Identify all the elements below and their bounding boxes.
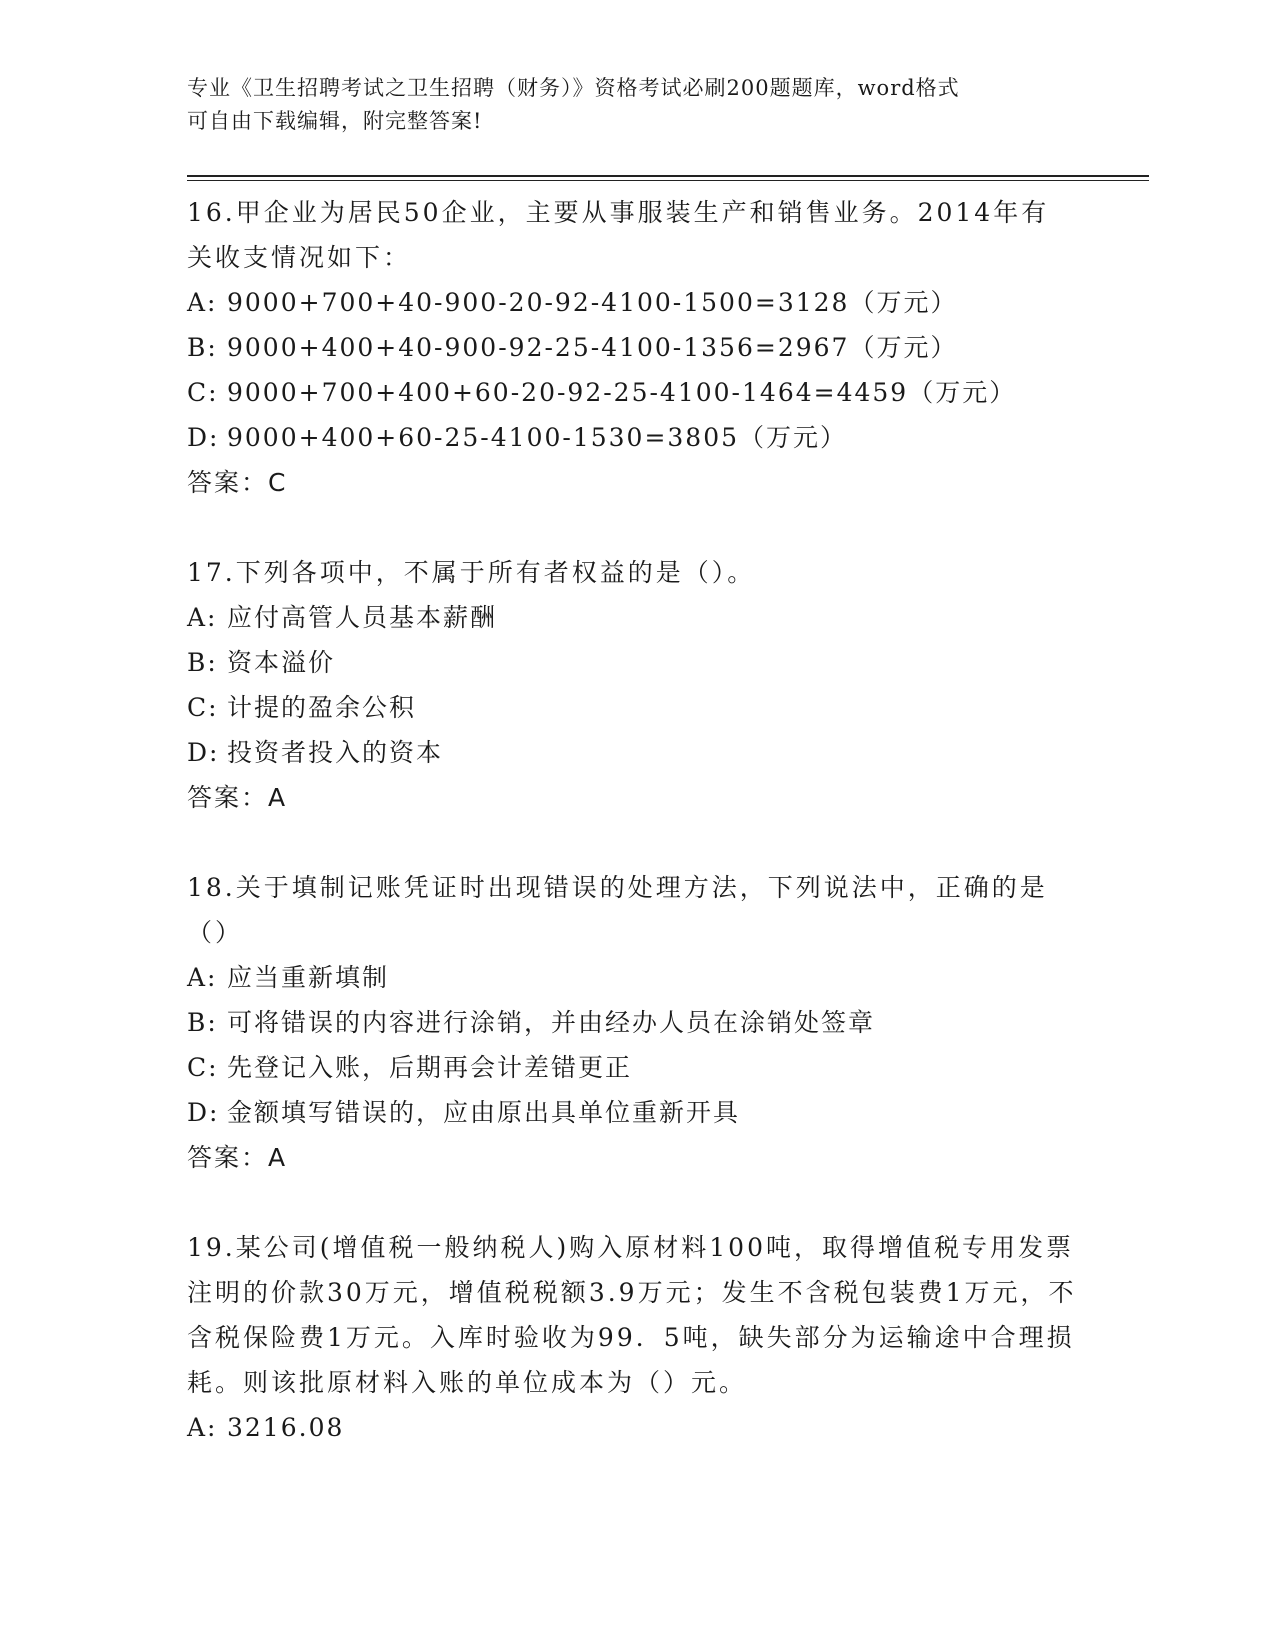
answer: 答案：A: [187, 783, 288, 812]
option-text: 先登记入账，后期再会计差错更正: [227, 1053, 633, 1082]
option-text: 3216.08: [227, 1413, 345, 1442]
document-header: [187, 72, 1067, 138]
option-key: A:: [187, 1413, 218, 1442]
option-key: B:: [187, 1008, 218, 1037]
option-d: [187, 1090, 1077, 1135]
option-d: [187, 730, 1077, 775]
question-17: [187, 550, 1077, 820]
option-b: [187, 640, 1077, 685]
option-key: A:: [187, 603, 218, 632]
header-divider: [187, 175, 1149, 177]
question-stem: 17.下列各项中，不属于所有者权益的是（）。: [187, 558, 756, 587]
answer: 答案：A: [187, 1143, 288, 1172]
question-stem: 16.甲企业为居民50企业，主要从事服装生产和销售业务。2014年有关收支情况如下：: [187, 198, 1050, 272]
option-text: 计提的盈余公积: [227, 693, 417, 722]
option-key: A:: [187, 963, 218, 992]
option-key: D:: [187, 1098, 220, 1127]
option-text: 9000+700+400+60-20-92-25-4100-1464=4459（万元）: [227, 378, 1017, 407]
question-stem: 19.某公司(增值税一般纳税人)购入原材料100吨，取得增值税专用发票注明的价款30万元，增值税税额3.9万元；发生不含税包装费1万元，不含税保险费1万元。入库时验收为99．5吨，缺失部分为运输途中合理损耗。则该批原材料入账的单位成本为（）元。: [187, 1233, 1077, 1397]
option-b: [187, 1000, 1077, 1045]
option-key: B:: [187, 333, 218, 362]
option-c: [187, 685, 1077, 730]
option-text: 9000+400+60-25-4100-1530=3805（万元）: [227, 423, 848, 452]
option-a: [187, 280, 1077, 325]
option-c: [187, 370, 1077, 415]
header-line-2: 可自由下载编辑，附完整答案!: [187, 109, 483, 133]
question-stem: 18.关于填制记账凭证时出现错误的处理方法，下列说法中，正确的是（）: [187, 873, 1048, 947]
answer: 答案：C: [187, 468, 288, 497]
option-key: B:: [187, 648, 218, 677]
option-text: 9000+400+40-900-92-25-4100-1356=2967（万元）: [227, 333, 958, 362]
option-text: 金额填写错误的，应由原出具单位重新开具: [227, 1098, 741, 1127]
option-text: 应当重新填制: [227, 963, 390, 992]
question-19: [187, 1225, 1077, 1450]
option-d: [187, 415, 1077, 460]
option-key: C:: [187, 378, 219, 407]
option-key: C:: [187, 1053, 219, 1082]
question-list: [187, 190, 1077, 1495]
option-key: A:: [187, 288, 218, 317]
option-text: 投资者投入的资本: [227, 738, 444, 767]
option-b: [187, 325, 1077, 370]
option-text: 应付高管人员基本薪酬: [227, 603, 498, 632]
option-text: 可将错误的内容进行涂销，并由经办人员在涂销处签章: [227, 1008, 876, 1037]
option-a: [187, 955, 1077, 1000]
option-text: 9000+700+40-900-20-92-4100-1500=3128（万元）: [227, 288, 958, 317]
option-c: [187, 1045, 1077, 1090]
option-a: [187, 595, 1077, 640]
question-16: [187, 190, 1077, 505]
option-key: D:: [187, 738, 220, 767]
option-key: D:: [187, 423, 220, 452]
header-divider-thin: [187, 180, 1149, 181]
option-text: 资本溢价: [227, 648, 336, 677]
question-18: [187, 865, 1077, 1180]
option-a: [187, 1405, 1077, 1450]
option-key: C:: [187, 693, 219, 722]
header-line-1: 专业《卫生招聘考试之卫生招聘（财务）》资格考试必刷200题题库，word格式: [187, 76, 960, 100]
